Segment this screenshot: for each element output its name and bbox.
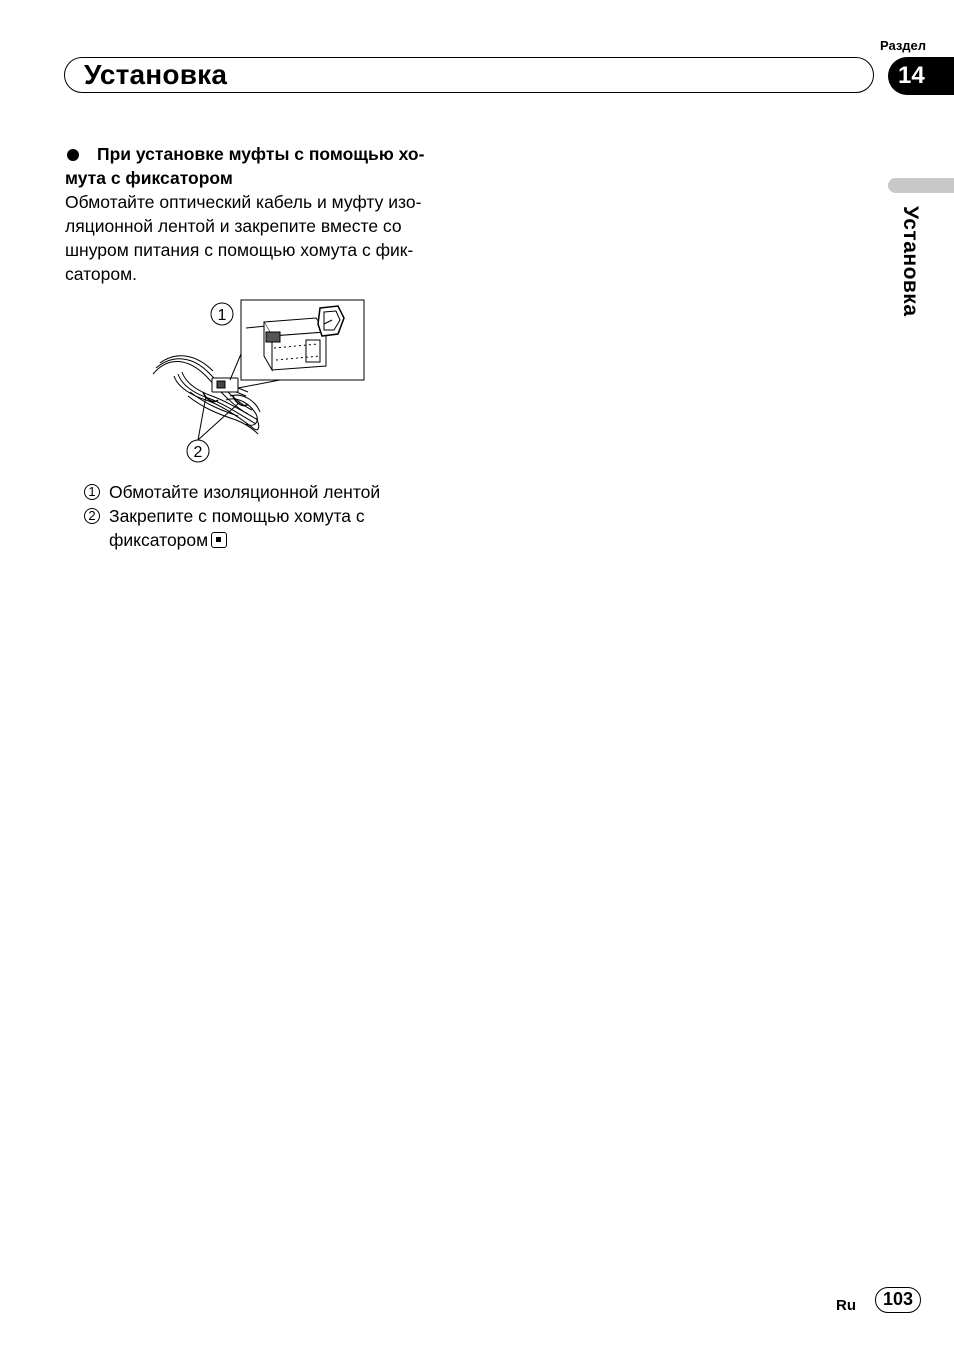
pointer-line [230,354,241,380]
heading-line: При установке муфты с помощью хо- [97,144,425,164]
page-number: 103 [875,1287,921,1313]
coupler-small [212,378,238,392]
heading-line: мута с фиксатором [65,168,233,188]
side-tab-bar [888,178,954,193]
page-title: Установка [84,59,228,90]
pointer-line [238,380,280,388]
caption-number: 2 [84,508,100,524]
caption-text-line [109,528,227,552]
paragraph-line: Обмотайте оптический кабель и муфту изо- [65,192,422,212]
language-code: Ru [836,1297,856,1314]
caption-text: Закрепите с помощью хомута с [109,506,365,526]
instruction-paragraph [65,190,460,286]
section-heading [65,142,460,190]
side-tab-label: Установка [899,206,922,317]
paragraph-line: сатором. [65,264,138,284]
installation-figure [148,296,378,468]
callout-2-number: 2 [193,444,203,461]
section-number-badge: 14 [888,57,954,95]
caption-text: Обмотайте изоляционной лентой [109,482,381,502]
end-of-section-icon [211,532,227,548]
paragraph-line: шнуром питания с помощью хомута с фик- [65,240,414,260]
paragraph-line: ляционной лентой и закрепите вместе со [65,216,402,236]
section-label: Раздел [879,38,927,53]
caption-text: фиксатором [109,530,209,550]
caption-number: 1 [84,484,100,500]
callout-1-number: 1 [217,307,227,324]
